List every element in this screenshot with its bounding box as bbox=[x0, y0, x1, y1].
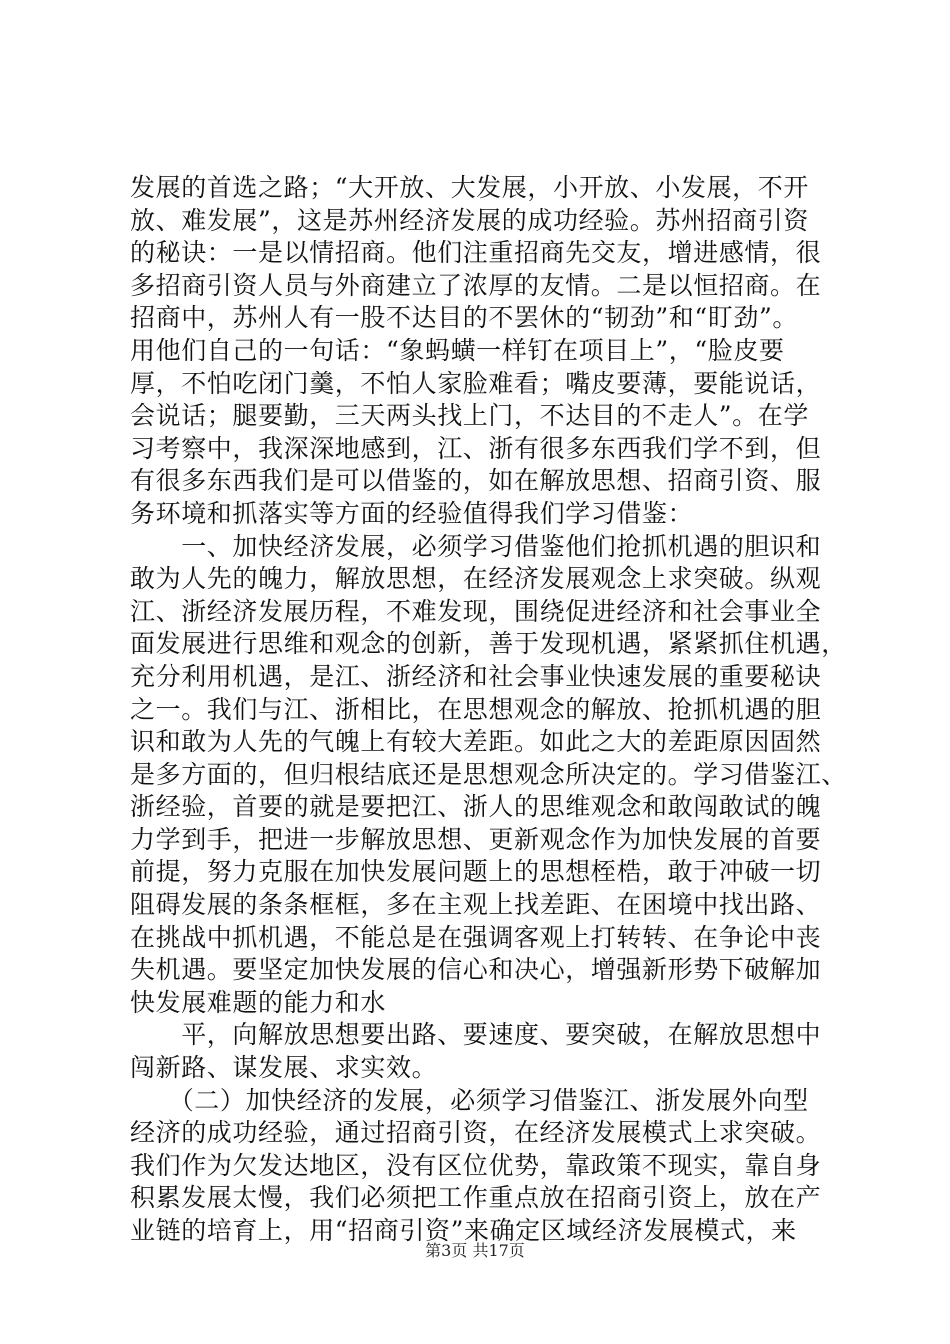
text-line: 面发展进行思维和观念的创新，善于发现机遇，紧紧抓住机遇， bbox=[130, 629, 847, 659]
text-line: 快发展难题的能力和水 bbox=[130, 987, 387, 1017]
text-line: 经济的成功经验，通过招商引资，在经济发展模式上求突破。 bbox=[130, 1118, 822, 1148]
text-line: 有很多东西我们是可以借鉴的，如在解放思想、招商引资、服 bbox=[130, 466, 822, 496]
text-line: 会说话；腿要勤，三天两头找上门，不达目的不走人”。在学 bbox=[130, 401, 809, 431]
text-line: 厚，不怕吃闭门羹，不怕人家脸难看；嘴皮要薄，要能说话， bbox=[130, 368, 822, 398]
text-line: 识和敢为人先的气魄上有较大差距。如此之大的差距原因固然 bbox=[130, 727, 822, 757]
text-line: 充分利用机遇，是江、浙经济和社会事业快速发展的重要秘诀 bbox=[130, 661, 822, 691]
text-line: 阻碍发展的条条框框，多在主观上找差距、在困境中找出路、 bbox=[130, 890, 822, 920]
text-line: 江、浙经济发展历程，不难发现，围绕促进经济和社会事业全 bbox=[130, 596, 822, 626]
text-line: （二）加快经济的发展，必须学习借鉴江、浙发展外向型 bbox=[130, 1085, 809, 1115]
text-line: 之一。我们与江、浙相比，在思想观念的解放、抢抓机遇的胆 bbox=[130, 694, 822, 724]
text-line: 放、难发展”，这是苏州经济发展的成功经验。苏州招商引资 bbox=[130, 205, 809, 235]
body-text bbox=[130, 172, 850, 1248]
text-line: 浙经验，首要的就是要把江、浙人的思维观念和敢闯敢试的魄 bbox=[130, 792, 822, 822]
text-line: 闯新路、谋发展、求实效。 bbox=[130, 1053, 438, 1083]
text-line: 敢为人先的魄力，解放思想，在经济发展观念上求突破。纵观 bbox=[130, 564, 822, 594]
text-line: 发展的首选之路；“大开放、大发展，小开放、小发展，不开 bbox=[130, 173, 809, 202]
text-line: 力学到手，把进一步解放思想、更新观念作为加快发展的首要 bbox=[130, 824, 822, 854]
page-footer: 第3页 共17页 bbox=[425, 1241, 525, 1260]
text-line: 用他们自己的一句话：“象蚂蟥一样钉在项目上”，“脸皮要 bbox=[130, 335, 785, 365]
text-line: 多招商引资人员与外商建立了浓厚的友情。二是以恒招商。在 bbox=[130, 270, 822, 300]
text-line: 务环境和抓落实等方面的经验值得我们学习借鉴： bbox=[130, 498, 694, 528]
text-line: 一、加快经济发展，必须学习借鉴他们抢抓机遇的胆识和 bbox=[130, 531, 822, 561]
text-line: 的秘诀：一是以情招商。他们注重招商先交友，增进感情，很 bbox=[130, 238, 822, 268]
text-line: 积累发展太慢，我们必须把工作重点放在招商引资上，放在产 bbox=[130, 1183, 822, 1213]
text-line: 招商中，苏州人有一股不达目的不罢休的“韧劲”和“盯劲”。 bbox=[130, 303, 798, 333]
text-line: 是多方面的，但归根结底还是思想观念所决定的。学习借鉴江、 bbox=[130, 759, 847, 789]
text-line: 前提，努力克服在加快发展问题上的思想桎梏，敢于冲破一切 bbox=[130, 857, 822, 887]
text-line: 业链的培育上，用“招商引资”来确定区域经济发展模式，来 bbox=[130, 1216, 797, 1245]
text-line: 在挑战中抓机遇，不能总是在强调客观上打转转、在争论中丧 bbox=[130, 922, 822, 952]
text-line: 习考察中，我深深地感到，江、浙有很多东西我们学不到，但 bbox=[130, 433, 822, 463]
text-line: 失机遇。要坚定加快发展的信心和决心，增强新形势下破解加 bbox=[130, 955, 822, 985]
text-line: 平，向解放思想要出路、要速度、要突破，在解放思想中 bbox=[130, 1020, 822, 1050]
text-line: 我们作为欠发达地区，没有区位优势，靠政策不现实，靠自身 bbox=[130, 1150, 822, 1180]
